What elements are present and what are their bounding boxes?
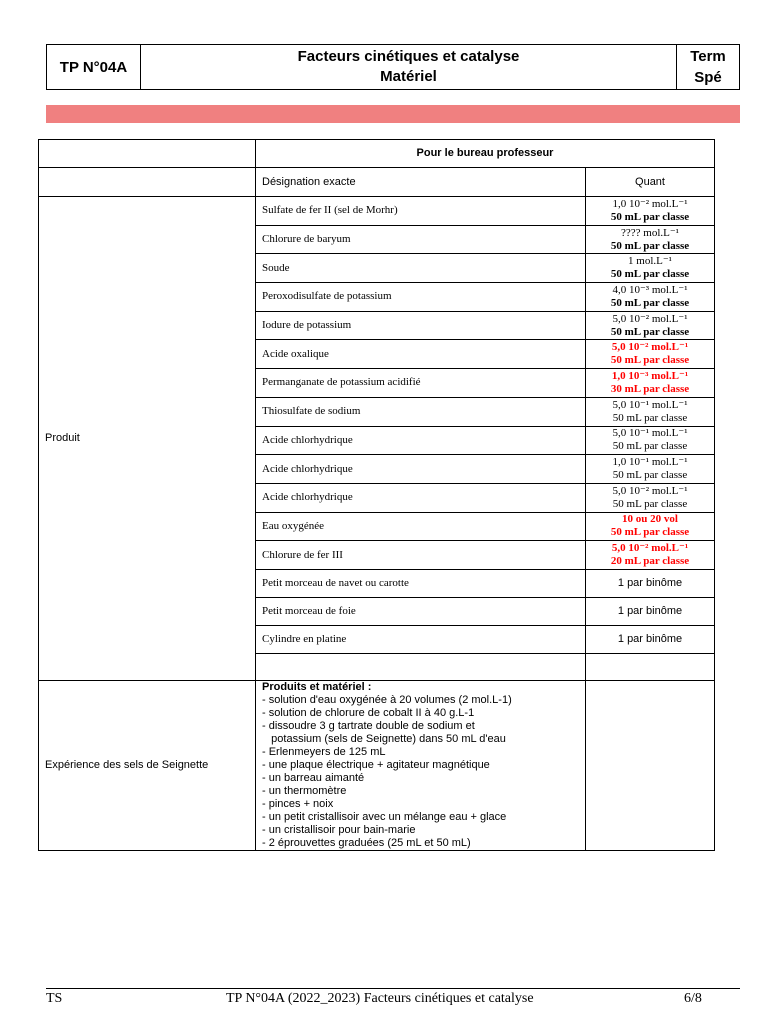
concentration: 5,0 10⁻² mol.L⁻¹ [612,312,688,325]
item-quantity: 1 par binôme [586,625,715,653]
list-item: - solution d'eau oxygénée à 20 volumes (2 mol.L-1) [262,693,512,706]
list-item: - solution de chlorure de cobalt II à 40 g.L-1 [262,706,475,719]
concentration: 1,0 10⁻¹ mol.L⁻¹ [612,456,688,469]
product-name: Eau oxygénée [256,512,586,541]
footer-divider [46,988,740,989]
product-quantity [586,254,715,283]
material-table [38,139,715,851]
product-quantity [586,455,715,484]
doc-title [141,45,677,89]
product-name: Chlorure de fer III [256,541,586,570]
item-name: Cylindre en platine [256,625,586,653]
table-column-header-row [39,168,715,197]
volume: 50 mL par classe [610,325,690,338]
concentration: 5,0 10⁻¹ mol.L⁻¹ [612,398,688,411]
volume: 30 mL par classe [610,382,690,395]
concentration: ???? mol.L⁻¹ [621,226,679,239]
list-item: - un cristallisoir pour bain-marie [262,823,416,836]
product-name: Acide oxalique [256,340,586,369]
concentration: 5,0 10⁻² mol.L⁻¹ [612,484,688,497]
product-quantity [586,311,715,340]
product-name: Thiosulfate de sodium [256,397,586,426]
doc-title-line1: Facteurs cinétiques et catalyse [297,48,520,65]
volume: 50 mL par classe [612,411,688,424]
concentration: 5,0 10⁻² mol.L⁻¹ [611,542,689,555]
product-quantity [586,426,715,455]
list-item: - pinces + noix [262,797,334,810]
level-line1: Term [690,48,726,65]
product-quantity [586,340,715,369]
product-name: Sulfate de fer II (sel de Morhr) [256,197,586,226]
list-item: - dissoudre 3 g tartrate double de sodium et [262,719,475,732]
volume: 50 mL par classe [610,239,690,252]
product-name: Peroxodisulfate de potassium [256,283,586,312]
list-item: - un barreau aimanté [262,771,365,784]
product-name: Acide chlorhydrique [256,483,586,512]
product-quantity [586,225,715,254]
concentration: 1,0 10⁻³ mol.L⁻¹ [611,369,689,382]
table-row-seignette [39,680,715,850]
product-quantity [586,283,715,312]
volume: 50 mL par classe [610,354,690,367]
col-designation-header: Désignation exacte [256,168,586,197]
table-top-header: Pour le bureau professeur [256,140,715,168]
concentration: 5,0 10⁻¹ mol.L⁻¹ [612,427,688,440]
accent-band [46,105,740,123]
product-name: Chlorure de baryum [256,225,586,254]
table-top-header-row [39,140,715,168]
product-quantity [586,197,715,226]
item-quantity: 1 par binôme [586,597,715,625]
volume: 50 mL par classe [612,469,688,482]
product-name: Iodure de potassium [256,311,586,340]
item-name: Petit morceau de foie [256,597,586,625]
product-quantity [586,369,715,398]
footer-page: 6/8 [684,991,702,1006]
product-name: Acide chlorhydrique [256,426,586,455]
list-item: - une plaque électrique + agitateur magnétique [262,758,490,771]
doc-title-line2: Matériel [380,68,437,85]
volume: 20 mL par classe [610,555,690,568]
materials-list-title: Produits et matériel : [262,680,372,693]
product-quantity [586,397,715,426]
item-name: Petit morceau de navet ou carotte [256,569,586,597]
list-item: - un thermomètre [262,784,347,797]
product-name: Permanganate de potassium acidifié [256,369,586,398]
concentration: 1,0 10⁻² mol.L⁻¹ [612,197,688,210]
product-quantity [586,512,715,541]
volume: 50 mL par classe [612,497,688,510]
section-label-seignette: Expérience des sels de Seignette [39,680,256,850]
list-item: - un petit cristallisoir avec un mélange eau + glace [262,810,507,823]
product-quantity [586,541,715,570]
concentration: 4,0 10⁻³ mol.L⁻¹ [612,283,688,296]
volume: 50 mL par classe [610,268,690,281]
col-quant-header: Quant [586,168,715,197]
item-quantity: 1 par binôme [586,569,715,597]
level-line2: Spé [694,69,722,86]
concentration: 5,0 10⁻² mol.L⁻¹ [611,341,689,354]
footer-center: TP N°04A (2022_2023) Facteurs cinétiques et catalyse [226,991,534,1006]
product-name: Acide chlorhydrique [256,455,586,484]
section-label-produit: Produit [39,197,256,681]
level [677,45,739,89]
document-header [46,44,740,90]
volume: 50 mL par classe [610,296,690,309]
product-name: Soude [256,254,586,283]
volume: 50 mL par classe [610,210,690,223]
concentration: 10 ou 20 vol [622,513,678,526]
product-quantity [586,483,715,512]
tp-code: TP N°04A [47,45,141,89]
table-row [39,197,715,226]
materials-list [256,680,586,850]
list-item: - Erlenmeyers de 125 mL [262,745,386,758]
concentration: 1 mol.L⁻¹ [628,255,672,268]
footer-left: TS [46,991,63,1006]
volume: 50 mL par classe [610,526,690,539]
list-item: potassium (sels de Seignette) dans 50 mL d'eau [262,732,506,745]
list-item: - 2 éprouvettes graduées (25 mL et 50 mL) [262,836,471,849]
volume: 50 mL par classe [612,440,688,453]
